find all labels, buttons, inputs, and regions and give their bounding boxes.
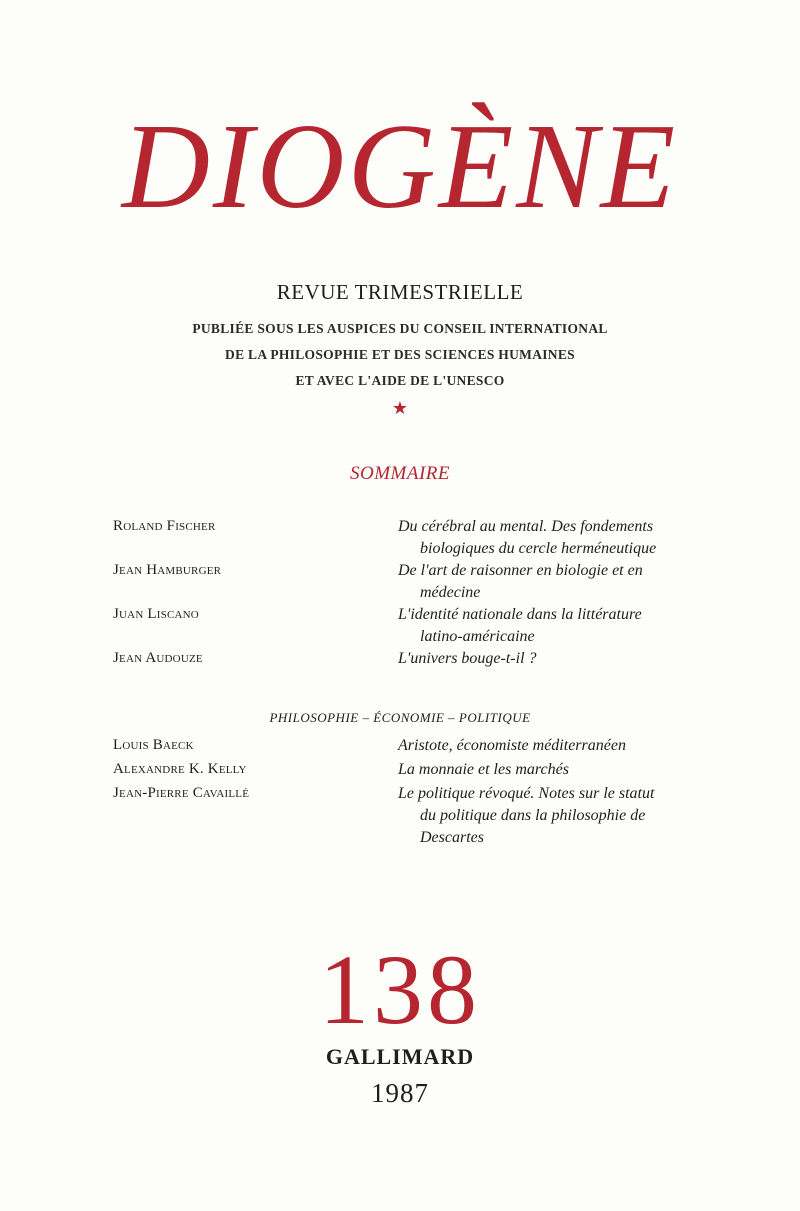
- journal-title: DIOGÈNE: [121, 99, 679, 234]
- article-title-line: médecine: [420, 584, 481, 601]
- auspices-line: PUBLIÉE SOUS LES AUSPICES DU CONSEIL INTERNATIONAL: [192, 321, 608, 336]
- article-author: Louis Baeck: [113, 737, 194, 753]
- auspices-line: ET AVEC L'AIDE DE L'UNESCO: [295, 373, 505, 388]
- article-author: Jean Hamburger: [113, 562, 222, 578]
- article-title: [398, 560, 688, 604]
- article-title-line: Aristote, économiste méditerranéen: [398, 737, 626, 754]
- article-title-line: La monnaie et les marchés: [398, 761, 569, 778]
- journal-subtitle: REVUE TRIMESTRIELLE: [276, 280, 524, 304]
- article-author: Alexandre K. Kelly: [113, 761, 247, 777]
- article-title-line: latino-américaine: [420, 628, 535, 645]
- article-title: [398, 735, 688, 757]
- publication-year: 1987: [371, 1078, 429, 1108]
- star-icon: ★: [391, 398, 409, 418]
- article-title-line: L'univers bouge-t-il ?: [398, 650, 537, 667]
- auspices-statement: [0, 316, 800, 394]
- publisher-name: GALLIMARD: [325, 1044, 475, 1069]
- article-title: [398, 648, 688, 670]
- article-author: Roland Fischer: [113, 518, 216, 534]
- section-heading: PHILOSOPHIE – ÉCONOMIE – POLITIQUE: [269, 710, 531, 725]
- contents-heading: SOMMAIRE: [349, 463, 451, 484]
- article-title-line: biologiques du cercle herméneutique: [420, 540, 657, 557]
- article-title: [398, 783, 688, 849]
- article-title: [398, 516, 688, 560]
- article-author: Jean-Pierre Cavaillé: [113, 785, 250, 801]
- article-title: [398, 604, 688, 648]
- article-title-line: Le politique révoqué. Notes sur le statut: [398, 785, 655, 802]
- article-title-line: du politique dans la philosophie de: [420, 807, 646, 824]
- article-title-line: De l'art de raisonner en biologie et en: [398, 562, 643, 579]
- issue-number: 138: [319, 934, 481, 1045]
- article-author: Jean Audouze: [113, 650, 203, 666]
- article-title-line: Du cérébral au mental. Des fondements: [398, 518, 654, 535]
- article-title-line: L'identité nationale dans la littérature: [398, 606, 642, 623]
- article-title-line: Descartes: [420, 829, 484, 846]
- article-title: [398, 759, 688, 781]
- article-author: Juan Liscano: [113, 606, 199, 622]
- auspices-line: DE LA PHILOSOPHIE ET DES SCIENCES HUMAINES: [225, 347, 575, 362]
